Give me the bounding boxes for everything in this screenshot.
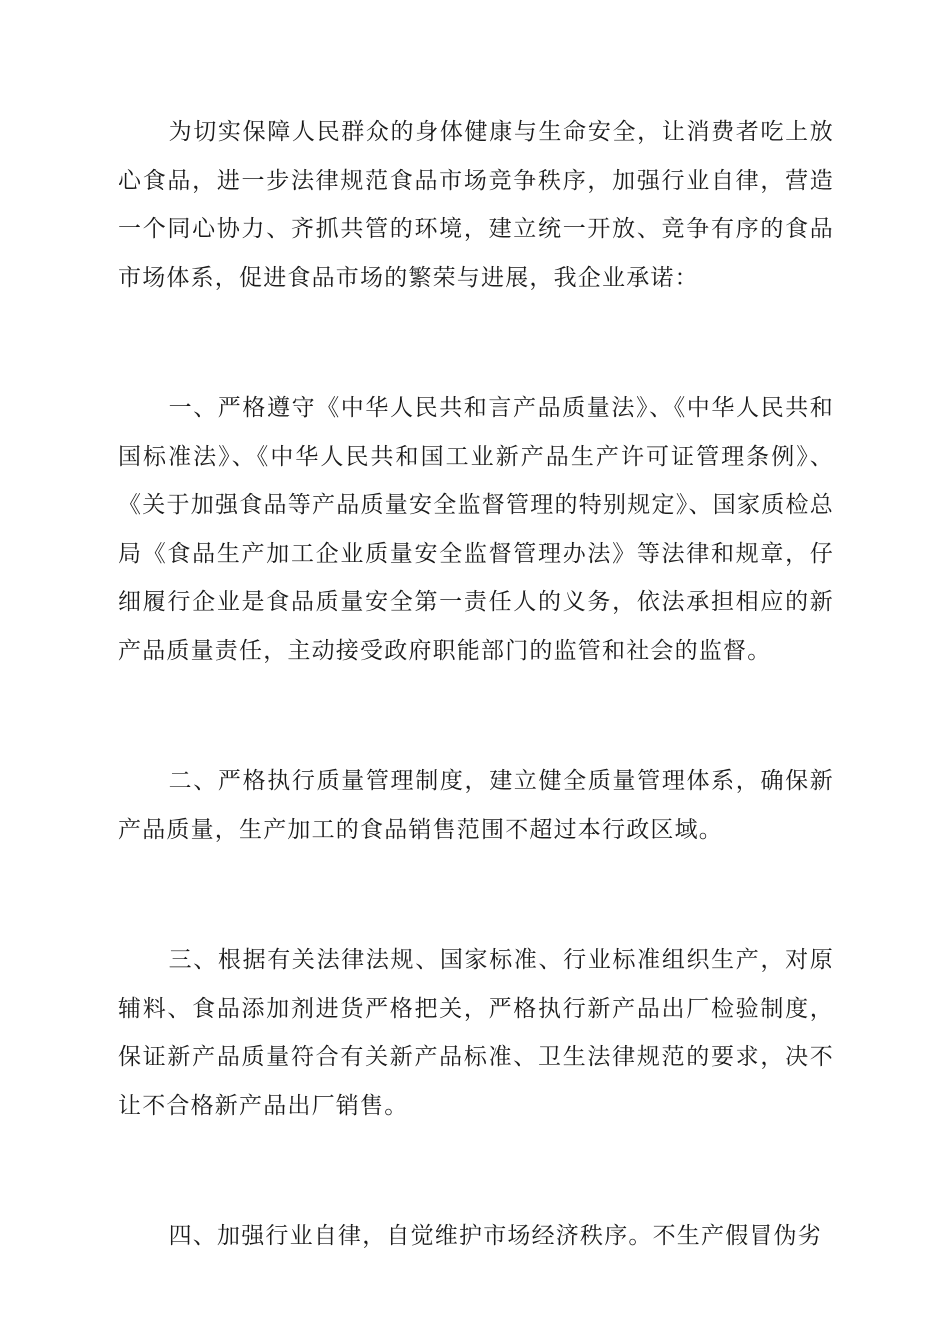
paragraph-item-3: 三、根据有关法律法规、国家标准、行业标准组织生产，对原辅料、食品添加剂进货严格把关，严格执行新产品出厂检验制度，保证新产品质量符合有关新产品标准、卫生法律规范的要求，决不让不合格新产品出厂销售。 bbox=[118, 947, 834, 1119]
paragraph-item-4: 四、加强行业自律，自觉维护市场经济秩序。不生产假冒伪劣 bbox=[168, 1223, 822, 1249]
paragraph-item-1: 一、严格遵守《中华人民共和言产品质量法》、《中华人民共和国标准法》、《中华人民共和国工业新产品生产许可证管理条例》、《关于加强食品等产品质量安全监督管理的特别规定》、国家质检总局《食品生产加工企业质量安全监督管理办法》等法律和规章，仔细履行企业是食品质量安全第一责任人的义务，依法承担相应的新产品质量责任，主动接受政府职能部门的监管和社会的监督。 bbox=[118, 395, 834, 664]
paragraph-intro: 为切实保障人民群众的身体健康与生命安全，让消费者吃上放心食品，进一步法律规范食品市场竞争秩序，加强行业自律，营造一个同心协力、齐抓共管的环境，建立统一开放、竞争有序的食品市场体系，促进食品市场的繁荣与进展，我企业承诺： bbox=[118, 119, 834, 291]
document-body bbox=[118, 108, 834, 1261]
paragraph-item-2: 二、严格执行质量管理制度，建立健全质量管理体系，确保新产品质量，生产加工的食品销售范围不超过本行政区域。 bbox=[118, 768, 834, 843]
